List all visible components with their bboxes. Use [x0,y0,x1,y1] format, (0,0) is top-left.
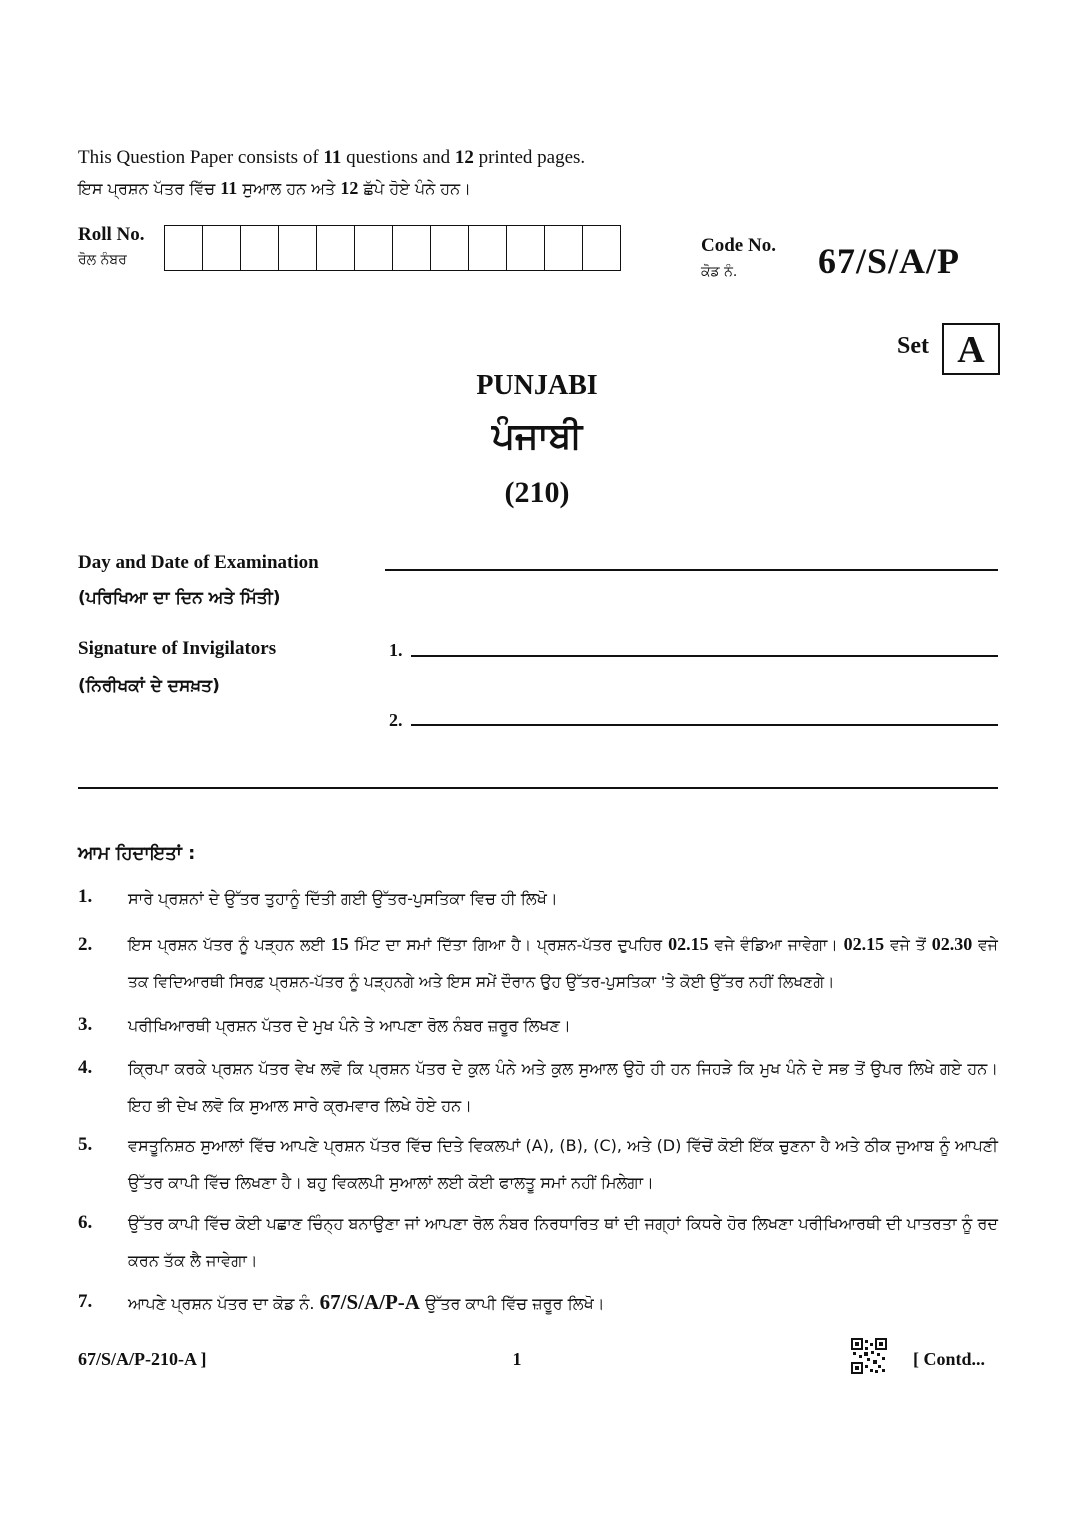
exam-date-label: Day and Date of Examination [78,552,319,573]
exam-date-line[interactable] [385,569,998,571]
roll-digit-box[interactable] [431,226,469,270]
instruction-text: ਕ੍ਰਿਪਾ ਕਰਕੇ ਪ੍ਰਸ਼ਨ ਪੱਤਰ ਵੇਖ ਲਵੋ ਕਿ ਪ੍ਰਸ਼ਨ ਪੱਤਰ ਦੇ ਕੁਲ ਪੰਨੇ ਅਤੇ ਕੁਲ ਸੁਆਲ ਉਹੋ ਹੀ ਹਨ ਜਿਹੜੇ ਕਿ ਮੁਖ ਪੰਨੇ ਦੇ ਸਭ ਤੋਂ ਉਪਰ ਲਿਖੇ ਗਏ ਹਨ। ਇਹ ਭੀ ਦੇਖ ਲਵੋ ਕਿ ਸੁਆਲ ਸਾਰੇ ਕ੍ਰਮਵਾਰ ਲਿਖੇ ਹੋਏ ਹਨ। [128,1059,998,1115]
instruction-bold: 02.30 [931,934,973,954]
instruction-number: 5. [78,1134,93,1155]
roll-digit-box[interactable] [393,226,431,270]
instruction-number: 7. [78,1291,93,1312]
signature-line-1[interactable] [411,655,998,657]
signature-number: 1. [389,640,403,660]
instruction-text: ਪਰੀਖਿਆਰਥੀ ਪ੍ਰਸ਼ਨ ਪੱਤਰ ਦੇ ਮੁਖ ਪੰਨੇ ਤੇ ਆਪਣਾ ਰੋਲ ਨੰਬਰ ਜ਼ਰੂਰ ਲਿਖਣ। [128,1016,571,1035]
instructions-heading: ਆਮ ਹਿਦਾਇਤਾਂ : [78,843,196,864]
summary-text: printed pages. [478,147,586,168]
instruction-segment: ਵਜੇ ਤੋਂ [890,936,926,954]
instruction-segment: ਆਪਣੇ ਪ੍ਰਸ਼ਨ ਪੱਤਰ ਦਾ ਕੋਡ ਨੰ. [128,1294,315,1313]
paper-summary-pa [78,178,471,199]
paper-summary-en [78,147,585,169]
roll-digit-box[interactable] [165,226,203,270]
instruction-text: ਵਸਤੂਨਿਸ਼ਠ ਸੁਆਲਾਂ ਵਿੱਚ ਆਪਣੇ ਪ੍ਰਸ਼ਨ ਪੱਤਰ ਵਿੱਚ ਦਿਤੇ ਵਿਕਲਪਾਂ (A), (B), (C), ਅਤੇ (D) ਵਿੱਚੋਂ ਕੋਈ ਇੱਕ ਚੁਣਨਾ ਹੈ ਅਤੇ ਠੀਕ ਜੁਆਬ ਨੂੰ ਆਪਣੀ ਉੱਤਰ ਕਾਪੀ ਵਿੱਚ ਲਿਖਣਾ ਹੈ। ਬਹੁ ਵਿਕਲਪੀ ਸੁਆਲਾਂ ਲਈ ਕੋਈ ਫਾਲਤੂ ਸਮਾਂ ਨਹੀਂ ਮਿਲੇਗਾ। [128,1136,998,1192]
roll-digit-box[interactable] [507,226,545,270]
subject-title: PUNJABI [476,370,598,401]
instruction-segment: ਵਜੇ ਤਕ ਵਿਦਿਆਰਥੀ ਸਿਰਫ਼ ਪ੍ਰਸ਼ਨ-ਪੱਤਰ ਨੂੰ ਪੜ੍ਹਨਗੇ ਅਤੇ ਇਸ ਸਮੇਂ ਦੌਰਾਨ ਉਹ ਉੱਤਰ-ਪੁਸਤਿਕਾ 'ਤੇ ਕੋਈ ਉੱਤਰ ਨਹੀਂ ਲਿਖਣਗੇ। [128,936,998,991]
summary-text: This Question Paper consists of [78,147,319,168]
invigilator-signature-label: Signature of Invigilators [78,638,277,659]
pages-count: 12 [340,178,359,198]
roll-digit-box[interactable] [317,226,355,270]
qr-code-icon [851,1338,887,1374]
instruction-segment: ਮਿੰਟ ਦਾ ਸਮਾਂ ਦਿੱਤਾ ਗਿਆ ਹੈ। ਪ੍ਰਸ਼ਨ-ਪੱਤਰ ਦੁਪਹਿਰ [354,936,663,954]
section-divider [78,787,998,789]
page-number: 1 [512,1349,522,1369]
roll-label-pa: ਰੋਲ ਨੰਬਰ [78,252,127,268]
signature-line-2[interactable] [411,724,998,726]
instruction-bold: 02.15 [668,934,709,954]
summary-text: questions and [346,147,451,168]
set-label: Set [897,333,929,359]
instruction-text [128,926,998,1001]
roll-label: Roll No. [78,224,145,245]
summary-text: ਛੱਪੇ ਹੋਏ ਪੰਨੇ ਹਨ। [363,179,471,198]
qr-code-graphic [851,1338,887,1374]
summary-text: ਇਸ ਪ੍ਰਸ਼ਨ ਪੱਤਰ ਵਿੱਚ [78,179,216,198]
roll-digit-box[interactable] [203,226,241,270]
footer-code: 67/S/A/P-210-A ] [78,1349,207,1369]
instruction-number: 3. [78,1014,93,1035]
instruction-bold: 67/S/A/P-A [319,1290,420,1314]
roll-digit-box[interactable] [469,226,507,270]
questions-count: 11 [323,147,342,168]
questions-count: 11 [220,178,238,198]
instruction-segment: ਉੱਤਰ ਕਾਪੀ ਵਿੱਚ ਜ਼ਰੂਰ ਲਿਖੋ। [425,1294,605,1313]
summary-text: ਸੁਆਲ ਹਨ ਅਤੇ [242,179,336,198]
instruction-number: 6. [78,1212,93,1233]
instruction-text: ਸਾਰੇ ਪ੍ਰਸ਼ਨਾਂ ਦੇ ਉੱਤਰ ਤੁਹਾਨੂੰ ਦਿੱਤੀ ਗਈ ਉੱਤਰ-ਪੁਸਤਿਕਾ ਵਿਚ ਹੀ ਲਿਖੋ। [128,889,558,908]
pages-count: 12 [454,147,474,168]
instruction-bold: 02.15 [843,934,885,954]
subject-title-pa: ਪੰਜਾਬੀ [491,416,583,457]
roll-digit-box[interactable] [241,226,279,270]
set-value-box: A [942,323,1000,375]
instruction-text [128,1284,998,1322]
instruction-text: ਉੱਤਰ ਕਾਪੀ ਵਿੱਚ ਕੋਈ ਪਛਾਣ ਚਿੰਨ੍ਹ ਬਨਾਉਣਾ ਜਾਂ ਆਪਣਾ ਰੋਲ ਨੰਬਰ ਨਿਰਧਾਰਿਤ ਥਾਂ ਦੀ ਜਗ੍ਹਾਂ ਕਿਧਰੇ ਹੋਰ ਲਿਖਣਾ ਪਰੀਖਿਆਰਥੀ ਦੀ ਪਾਤਰਤਾ ਨੂੰ ਰਦ ਕਰਨ ਤੱਕ ਲੈ ਜਾਵੇਗਾ। [128,1214,998,1270]
subject-code: (210) [504,476,570,509]
roll-digit-box[interactable] [583,226,620,270]
signature-number: 2. [389,710,403,730]
roll-digit-box[interactable] [355,226,393,270]
exam-date-label-pa: (ਪਰਿਖਿਆ ਦਾ ਦਿਨ ਅਤੇ ਮਿੱਤੀ) [78,588,281,608]
code-value: 67/S/A/P [818,241,961,281]
instruction-number: 4. [78,1057,93,1078]
invigilator-signature-label-pa: (ਨਿਰੀਖਕਾਂ ਦੇ ਦਸਖ਼ਤ) [78,676,220,696]
instruction-segment: ਵਜੇ ਵੰਡਿਆ ਜਾਵੇਗਾ। [714,936,838,954]
roll-digit-box[interactable] [279,226,317,270]
instruction-number: 2. [78,934,93,955]
continued-label: [ Contd... [913,1349,986,1369]
roll-number-boxes[interactable] [164,225,621,271]
code-label: Code No. [701,235,776,256]
instruction-bold: 15 [330,934,349,954]
instruction-segment: ਇਸ ਪ੍ਰਸ਼ਨ ਪੱਤਰ ਨੂੰ ਪੜ੍ਹਨ ਲਈ [128,936,325,954]
roll-digit-box[interactable] [545,226,583,270]
code-label-pa: ਕੋਡ ਨੰ. [701,264,738,280]
instruction-number: 1. [78,886,93,907]
